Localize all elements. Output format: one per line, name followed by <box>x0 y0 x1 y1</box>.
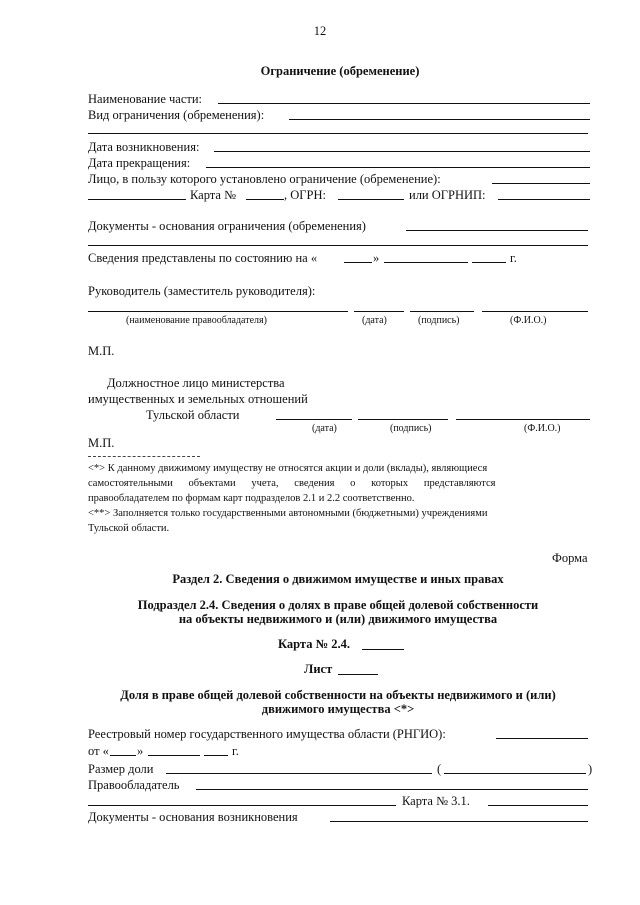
ogrnip-field[interactable] <box>498 199 590 200</box>
official-date-field[interactable] <box>276 419 352 420</box>
official-line-1: Должностное лицо министерства <box>107 376 285 390</box>
stamp-place-2: М.П. <box>88 436 115 450</box>
share-size-words-field[interactable] <box>444 773 586 774</box>
share-title-line-2: движимого имущества <*> <box>261 702 415 716</box>
stamp-place-1: М.П. <box>88 344 115 358</box>
form-label: Форма <box>552 551 588 565</box>
restriction-docs-field[interactable] <box>406 230 588 231</box>
as-of-label: Сведения представлены по состоянию на « <box>88 251 318 265</box>
official-date-caption: (дата) <box>312 423 337 434</box>
origin-docs-field[interactable] <box>330 821 588 822</box>
right-holder-field[interactable] <box>196 789 588 790</box>
head-fio-field[interactable] <box>482 311 588 312</box>
ogrn-label: , ОГРН: <box>284 188 326 202</box>
registry-month-field[interactable] <box>148 755 200 756</box>
ogrnip-label: или ОГРНИП: <box>409 188 486 202</box>
restriction-docs-field-line2[interactable] <box>88 245 588 246</box>
start-date-label: Дата возникновения: <box>88 140 200 154</box>
registry-date-close-quote: » <box>137 744 144 758</box>
beneficiary-field-line2[interactable] <box>88 199 186 200</box>
registry-number-field[interactable] <box>496 738 588 739</box>
head-signature-field[interactable] <box>410 311 474 312</box>
official-line-3: Тульской области <box>146 408 240 422</box>
official-fio-field[interactable] <box>456 419 590 420</box>
as-of-year-field[interactable] <box>472 262 506 263</box>
head-fio-caption: (Ф.И.О.) <box>510 315 547 326</box>
beneficiary-field[interactable] <box>492 183 590 184</box>
head-date-field[interactable] <box>354 311 404 312</box>
part-name-field[interactable] <box>218 103 590 104</box>
part-name-label: Наименование части: <box>88 92 203 106</box>
share-size-label: Размер доли <box>88 762 154 776</box>
registry-number-label: Реестровый номер государственного имущества области (РНГИО): <box>88 727 446 741</box>
card-number-label: Карта № <box>190 188 237 202</box>
registry-day-field[interactable] <box>110 755 136 756</box>
restriction-type-label: Вид ограничения (обременения): <box>88 108 265 122</box>
right-holder-label: Правообладатель <box>88 778 180 792</box>
card-number-field[interactable] <box>246 199 284 200</box>
share-size-paren-open: ( <box>437 762 442 776</box>
official-signature-caption: (подпись) <box>390 423 432 434</box>
official-signature-field[interactable] <box>358 419 448 420</box>
footnote-1-line-3: правообладателем по формам карт подразделов 2.1 и 2.2 соответственно. <box>88 493 415 504</box>
owner-name-caption: (наименование правообладателя) <box>126 315 267 326</box>
as-of-year-suffix: г. <box>510 251 517 265</box>
footnote-1-line-2: самостоятельными объектами учета, сведения о которых представляются <box>88 478 496 489</box>
footnote-separator <box>88 456 200 457</box>
head-label: Руководитель (заместитель руководителя): <box>88 284 316 298</box>
card-31-field[interactable] <box>488 805 588 806</box>
official-line-2: имущественных и земельных отношений <box>88 392 308 406</box>
head-signature-caption: (подпись) <box>418 315 460 326</box>
card-title: Карта № 2.4. <box>278 637 351 651</box>
ogrn-field[interactable] <box>338 199 404 200</box>
as-of-month-field[interactable] <box>384 262 468 263</box>
subsection-title-line-1: Подраздел 2.4. Сведения о долях в праве общей долевой собственности <box>137 598 539 612</box>
footnote-2-line-1: <**> Заполняется только государственными автономными (бюджетными) учреждениями <box>88 508 488 519</box>
owner-name-field[interactable] <box>88 311 348 312</box>
share-size-paren-close: ) <box>588 762 593 776</box>
share-title-line-1: Доля в праве общей долевой собственности на объекты недвижимого и (или) <box>120 688 556 702</box>
origin-docs-label: Документы - основания возникновения <box>88 810 298 824</box>
footnote-2-line-2: Тульской области. <box>88 523 170 534</box>
right-holder-field-line2[interactable] <box>88 805 396 806</box>
card-31-label: Карта № 3.1. <box>402 794 470 808</box>
head-date-caption: (дата) <box>362 315 387 326</box>
sheet-number-field[interactable] <box>338 674 378 675</box>
end-date-field[interactable] <box>206 167 590 168</box>
as-of-close-quote: » <box>373 251 380 265</box>
restriction-type-field[interactable] <box>289 119 590 120</box>
sheet-label: Лист <box>304 662 333 676</box>
as-of-day-field[interactable] <box>344 262 372 263</box>
share-size-field[interactable] <box>166 773 432 774</box>
start-date-field[interactable] <box>214 151 590 152</box>
footnote-1-line-1: <*> К данному движимому имуществу не относятся акции и доли (вклады), являющиеся <box>88 463 488 474</box>
restriction-docs-label: Документы - основания ограничения (обременения) <box>88 219 366 233</box>
restriction-title: Ограничение (обременение) <box>260 64 420 78</box>
official-fio-caption: (Ф.И.О.) <box>524 423 561 434</box>
restriction-type-field-line2[interactable] <box>88 133 588 134</box>
registry-year-suffix: г. <box>232 744 239 758</box>
registry-date-from-label: от « <box>88 744 109 758</box>
beneficiary-label: Лицо, в пользу которого установлено ограничение (обременение): <box>88 172 441 186</box>
registry-year-field[interactable] <box>204 755 228 756</box>
card-number-blank[interactable] <box>362 649 404 650</box>
subsection-title-line-2: на объекты недвижимого и (или) движимого имущества <box>178 612 498 626</box>
section-title: Раздел 2. Сведения о движимом имуществе и иных правах <box>172 572 504 586</box>
end-date-label: Дата прекращения: <box>88 156 191 170</box>
page-number: 12 <box>313 24 327 38</box>
